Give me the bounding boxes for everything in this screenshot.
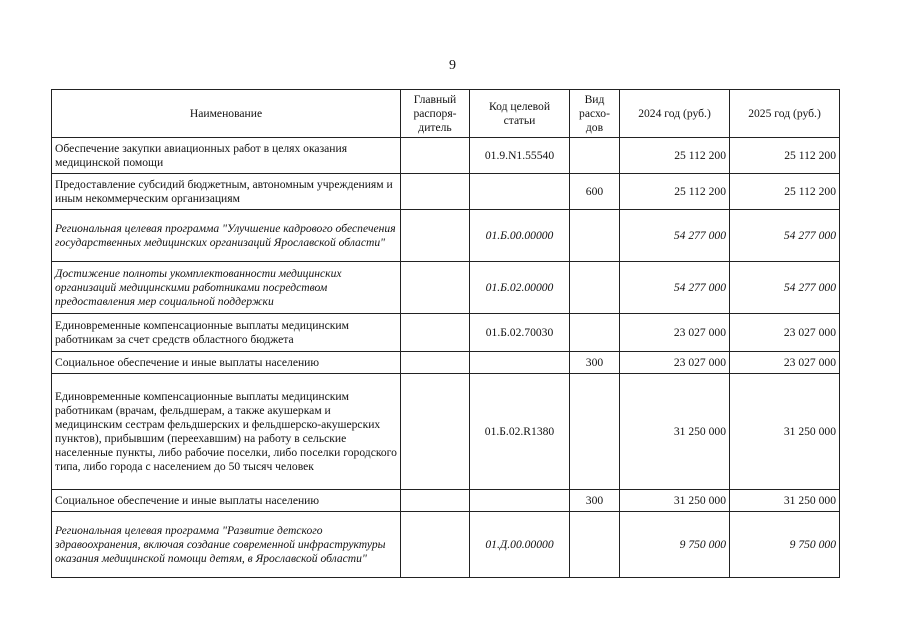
row-code: 01.Б.02.00000 xyxy=(470,262,570,314)
header-2024: 2024 год (руб.) xyxy=(620,90,730,138)
row-code: 01.Д.00.00000 xyxy=(470,512,570,578)
row-admin xyxy=(401,138,470,174)
row-code: 01.Б.02.70030 xyxy=(470,314,570,352)
row-2024: 25 112 200 xyxy=(620,138,730,174)
row-2024: 31 250 000 xyxy=(620,374,730,490)
row-type xyxy=(570,138,620,174)
row-type: 300 xyxy=(570,490,620,512)
row-admin xyxy=(401,374,470,490)
table-row xyxy=(52,138,840,174)
row-code xyxy=(470,352,570,374)
table-row xyxy=(52,374,840,490)
row-2024: 9 750 000 xyxy=(620,512,730,578)
row-name: Региональная целевая программа "Развитие детского здравоохранения, включая создание современной инфраструктуры оказания медицинской помощи детям, в Ярославской области" xyxy=(52,512,401,578)
row-name: Обеспечение закупки авиационных работ в целях оказания медицинской помощи xyxy=(52,138,401,174)
row-type xyxy=(570,374,620,490)
row-admin xyxy=(401,210,470,262)
row-name: Единовременные компенсационные выплаты медицинским работникам (врачам, фельдшерам, а также акушеркам и медицинским сестрам фельдшерских и фельдшерско-акушерских пунктов), прибывшим (переехавшим) на работу в сельские населенные пункты, либо рабочие поселки, либо поселки городского типа, либо города с населением до 50 тысяч человек xyxy=(52,374,401,490)
row-2025: 31 250 000 xyxy=(730,374,840,490)
row-type xyxy=(570,262,620,314)
row-type xyxy=(570,210,620,262)
table-row xyxy=(52,490,840,512)
row-2025: 9 750 000 xyxy=(730,512,840,578)
row-2024: 23 027 000 xyxy=(620,314,730,352)
row-admin xyxy=(401,174,470,210)
header-type: Вид расхо-дов xyxy=(570,90,620,138)
row-type: 600 xyxy=(570,174,620,210)
header-code: Код целевой статьи xyxy=(470,90,570,138)
row-name: Предоставление субсидий бюджетным, автономным учреждениям и иным некоммерческим организациям xyxy=(52,174,401,210)
row-type xyxy=(570,512,620,578)
row-admin xyxy=(401,262,470,314)
row-2024: 25 112 200 xyxy=(620,174,730,210)
row-code xyxy=(470,174,570,210)
row-2024: 54 277 000 xyxy=(620,210,730,262)
table-row xyxy=(52,314,840,352)
row-name: Региональная целевая программа "Улучшение кадрового обеспечения государственных медицинских организаций Ярославской области" xyxy=(52,210,401,262)
row-admin xyxy=(401,352,470,374)
row-code xyxy=(470,490,570,512)
table-row xyxy=(52,210,840,262)
header-2025: 2025 год (руб.) xyxy=(730,90,840,138)
row-code: 01.Б.02.R1380 xyxy=(470,374,570,490)
budget-table xyxy=(51,89,840,578)
row-2025: 23 027 000 xyxy=(730,352,840,374)
row-admin xyxy=(401,314,470,352)
row-code: 01.9.N1.55540 xyxy=(470,138,570,174)
row-2025: 54 277 000 xyxy=(730,210,840,262)
table-row xyxy=(52,262,840,314)
row-2024: 31 250 000 xyxy=(620,490,730,512)
row-admin xyxy=(401,512,470,578)
table-row xyxy=(52,352,840,374)
table-row xyxy=(52,512,840,578)
page-number: 9 xyxy=(449,58,456,73)
table-row xyxy=(52,174,840,210)
row-2025: 25 112 200 xyxy=(730,174,840,210)
row-2024: 54 277 000 xyxy=(620,262,730,314)
row-name: Единовременные компенсационные выплаты медицинским работникам за счет средств областного бюджета xyxy=(52,314,401,352)
row-name: Достижение полноты укомплектованности медицинских организаций медицинскими работниками посредством предоставления мер социальной поддержки xyxy=(52,262,401,314)
row-type xyxy=(570,314,620,352)
table-header-row xyxy=(52,90,840,138)
row-code: 01.Б.00.00000 xyxy=(470,210,570,262)
header-admin: Главный распоря-дитель xyxy=(401,90,470,138)
row-type: 300 xyxy=(570,352,620,374)
row-name: Социальное обеспечение и иные выплаты населению xyxy=(52,352,401,374)
row-2025: 23 027 000 xyxy=(730,314,840,352)
header-name: Наименование xyxy=(52,90,401,138)
row-2024: 23 027 000 xyxy=(620,352,730,374)
row-2025: 31 250 000 xyxy=(730,490,840,512)
row-2025: 25 112 200 xyxy=(730,138,840,174)
row-name: Социальное обеспечение и иные выплаты населению xyxy=(52,490,401,512)
row-2025: 54 277 000 xyxy=(730,262,840,314)
row-admin xyxy=(401,490,470,512)
